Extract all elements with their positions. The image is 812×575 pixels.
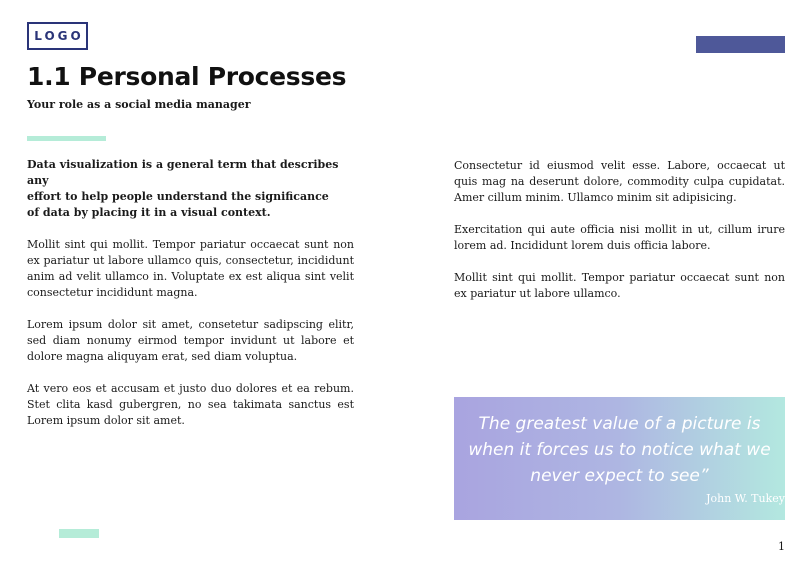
quote-text: The greatest value of a picture is when it forces us to notice what we never expect to see” bbox=[468, 414, 771, 486]
quote-author: John W. Tukey bbox=[706, 492, 785, 505]
body-paragraph: Lorem ipsum dolor sit amet, consetetur sadipscing elitr, sed diam nonumy eirmod tempor invidunt ut labore et dolore magna aliquyam erat, sed diam voluptua. bbox=[27, 318, 354, 363]
logo: LOGO bbox=[27, 22, 88, 50]
body-paragraph: Mollit sint qui mollit. Tempor pariatur occaecat sunt non ex pariatur ut labore ullamco quis, consectetur, incididunt anim ad velit ullamco in. Voluptate ex est aliqua sint velit consectetur incididunt magna. bbox=[27, 238, 354, 299]
lead-paragraph bbox=[27, 157, 354, 221]
pull-quote bbox=[454, 397, 785, 520]
body-paragraph: Mollit sint qui mollit. Tempor pariatur occaecat sunt non ex pariatur ut labore ullamco. bbox=[454, 271, 785, 300]
page-title: 1.1 Personal Processes bbox=[27, 62, 347, 91]
lead-line: Data visualization is a general term that describes any bbox=[27, 158, 339, 187]
page-number: 1 bbox=[778, 540, 785, 553]
divider-bar bbox=[27, 136, 106, 141]
lead-line: effort to help people understand the significance bbox=[27, 190, 329, 203]
lead-line: of data by placing it in a visual context. bbox=[27, 206, 271, 219]
decorative-bar bbox=[59, 529, 99, 538]
body-paragraph: Exercitation qui aute officia nisi mollit in ut, cillum irure lorem ad. Incididunt lorem duis officia labore. bbox=[454, 223, 785, 252]
body-paragraph: At vero eos et accusam et justo duo dolores et ea rebum. Stet clita kasd gubergren, no sea takimata sanctus est Lorem ipsum dolor sit amet. bbox=[27, 382, 354, 427]
right-column bbox=[454, 158, 785, 318]
page-subtitle: Your role as a social media manager bbox=[27, 98, 251, 111]
accent-bar bbox=[696, 36, 785, 53]
body-paragraph: Consectetur id eiusmod velit esse. Labore, occaecat ut quis mag na deserunt dolore, commodity culpa cupidatat. Amer cillum minim. Ullamco minim sit adipisicing. bbox=[454, 159, 785, 204]
left-column bbox=[27, 157, 354, 445]
